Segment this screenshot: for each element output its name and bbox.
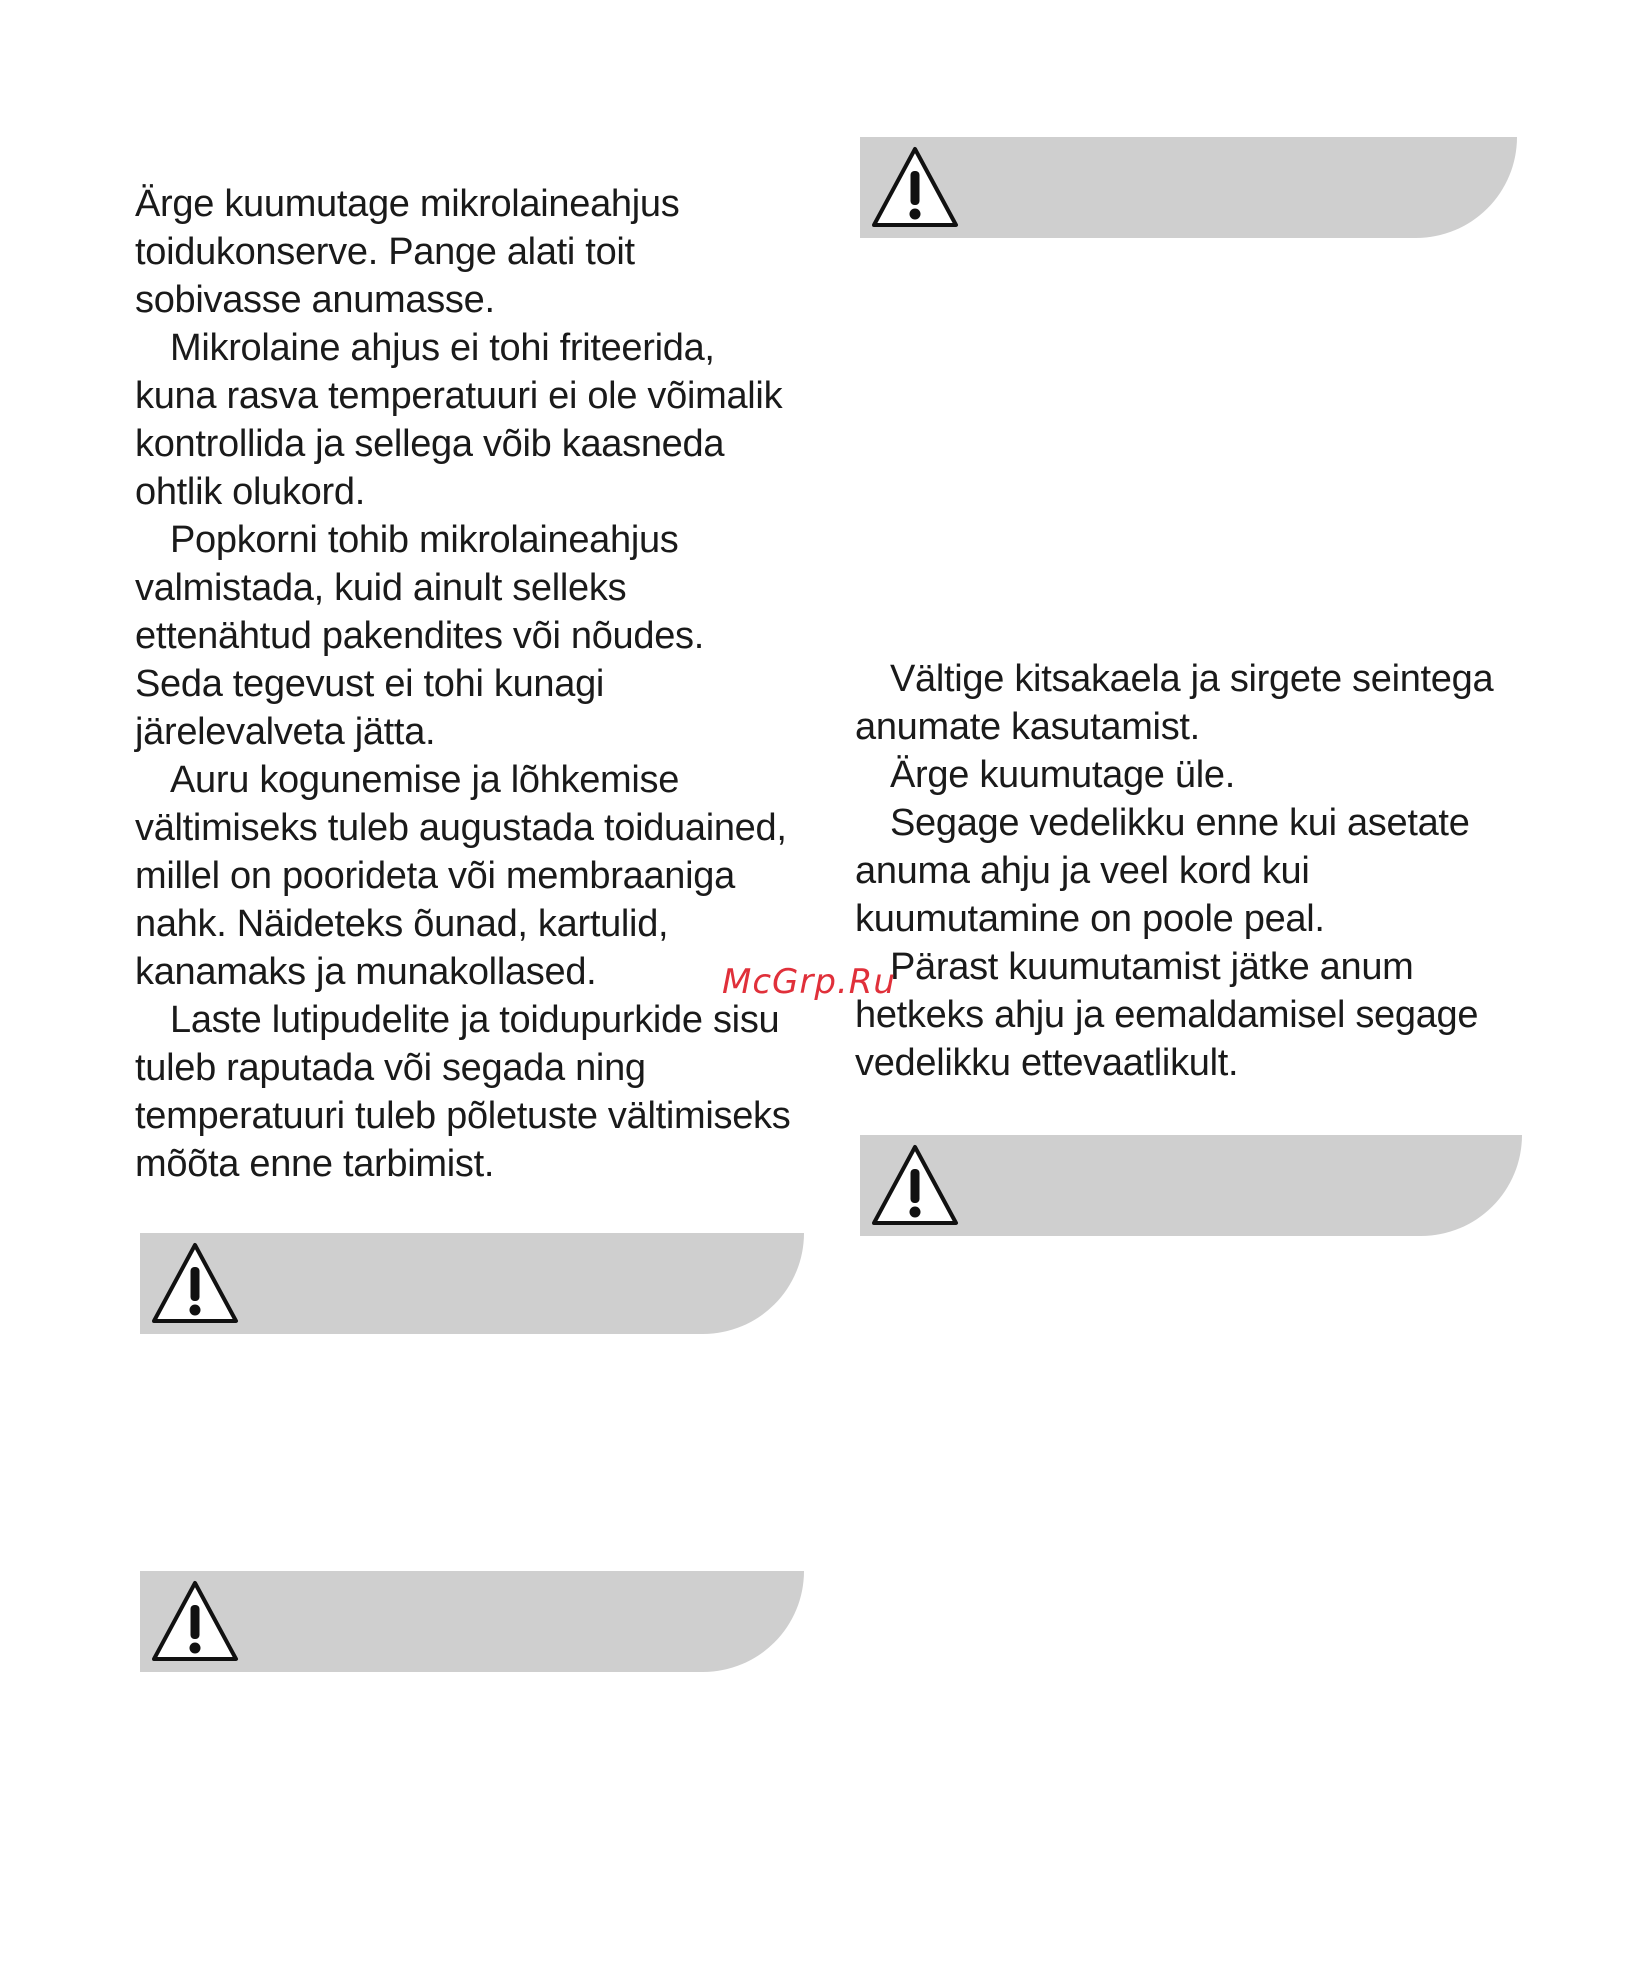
paragraph-stir: Segage vedelikku enne kui asetate anuma ahju ja veel kord kui kuumutamine on poole peal. bbox=[855, 802, 1470, 940]
warning-triangle-icon bbox=[870, 143, 960, 231]
watermark: McGrp.Ru bbox=[722, 962, 896, 1002]
paragraph-after-heating: Pärast kuumutamist jätke anum hetkeks ahju ja eemaldamisel segage vedelikku ettevaatlikult. bbox=[855, 946, 1479, 1084]
paragraph-canned-food: Ärge kuumutage mikrolaineahjus toidukonserve. Pange alati toit sobivasse anumasse. bbox=[135, 183, 680, 321]
paragraph-steam: Auru kogunemise ja lõhkemise vältimiseks tuleb augustada toiduained, millel on poorideta või membraaniga nahk. Näideteks õunad, kartulid, kanamaks ja munakollased. bbox=[135, 759, 787, 993]
warning-triangle-icon bbox=[150, 1239, 240, 1327]
warning-bar-mid-right bbox=[860, 1135, 1522, 1236]
paragraph-frying: Mikrolaine ahjus ei tohi friteerida, kuna rasva temperatuuri ei ole võimalik kontrollida ja sellega võib kaasneda ohtlik olukord. bbox=[135, 327, 783, 513]
right-text-column bbox=[855, 655, 1545, 1087]
paragraph-overheat: Ärge kuumutage üle. bbox=[890, 754, 1235, 796]
paragraph-baby-bottles: Laste lutipudelite ja toidupurkide sisu tuleb raputada või segada ning temperatuuri tuleb põletuste vältimiseks mõõta enne tarbimist. bbox=[135, 999, 791, 1185]
warning-triangle-icon bbox=[150, 1577, 240, 1665]
left-text-column bbox=[135, 180, 825, 1188]
warning-bar-top-right bbox=[860, 137, 1517, 238]
warning-triangle-icon bbox=[870, 1141, 960, 1229]
warning-bar-mid-left bbox=[140, 1233, 804, 1334]
paragraph-narrow-neck: Vältige kitsakaela ja sirgete seintega anumate kasutamist. bbox=[855, 658, 1494, 748]
paragraph-popcorn: Popkorni tohib mikrolaineahjus valmistada, kuid ainult selleks ettenähtud pakendites või nõudes. Seda tegevust ei tohi kunagi järelevalveta jätta. bbox=[135, 519, 704, 753]
warning-bar-bottom-left bbox=[140, 1571, 804, 1672]
